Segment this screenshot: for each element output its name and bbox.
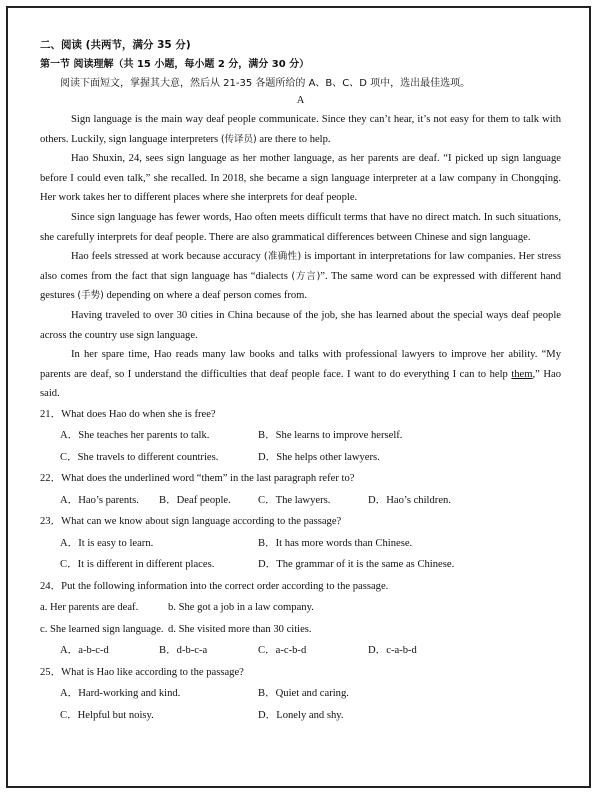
question-24-statements-row-1 [40,597,561,619]
passage-label: A [296,95,305,106]
q24-option-c: C．a-c-b-d [258,645,307,657]
question-25-stem: 25．What is Hao like according to the passage? [40,666,244,678]
q24-statement-d: d. She visited more than 30 cities. [168,623,312,635]
question-23-stem: 23．What can we know about sign language according to the passage? [40,516,342,528]
question-25-options-row-2 [40,705,561,727]
exam-page [6,6,591,788]
underlined-word: them [511,368,533,380]
q24-option-a: A．a-b-c-d [60,645,109,657]
q21-option-c: C．She travels to different countries. [60,451,219,463]
q22-option-d: D．Hao’s children. [368,494,451,506]
q24-option-b: B．d-b-c-a [159,645,208,657]
question-21-options-row-1 [40,425,561,447]
q22-option-b: B．Deaf people. [159,494,231,506]
instruction-text: 阅读下面短文，掌握其大意，然后从 21-35 各题所给的 A、B、C、D 项中，选出最佳选项。 [60,78,471,89]
q22-option-a: A．Hao’s parents. [60,494,139,506]
q25-option-b: B．Quiet and caring. [258,688,349,700]
q21-option-a: A．She teaches her parents to talk. [60,430,210,442]
q21-option-b: B．She learns to improve herself. [258,430,403,442]
question-23-options-row-1 [40,533,561,555]
paragraph-1: Sign language is the main way deaf people communicate. Since they can’t hear, it’s not easy for them to talk with others. Luckily, sign language interpreters (传译员) are there to help. [40,114,561,145]
q24-statement-c: c. She learned sign language. [40,623,164,635]
paragraph-2: Hao Shuxin, 24, sees sign language as her mother language, as her parents are deaf. “I picked up sign language before I could even talk,” she recalled. In 2018, she became a sign language interpreter at a law company in Chongqing. Her work takes her to different places where she interprets for deaf people. [40,153,561,204]
q25-option-a: A．Hard-working and kind. [60,688,181,700]
question-22-stem: 22．What does the underlined word “them” in the last paragraph refer to? [40,473,355,485]
paragraph-5: Having traveled to over 30 cities in China because of the job, she has learned about the special ways deaf people across the country use sign language. [40,309,561,341]
q24-statement-b: b. She got a job in a law company. [168,602,314,614]
q24-option-d: D．c-a-b-d [368,645,417,657]
section-title: 二、阅读 (共两节，满分 35 分) [40,39,191,51]
part-title: 第一节 阅读理解（共 15 小题，每小题 2 分，满分 30 分） [40,59,310,70]
question-24-statements-row-2 [40,619,561,641]
q23-option-d: D．The grammar of it is the same as Chinese. [258,559,455,571]
question-22-options [40,490,561,512]
paragraph-6: In her spare time, Hao reads many law books and talks with professional lawyers to improve her ability. “My parents are deaf, so I understand the difficulties that deaf people face. I want to do everything I can to help them,” Hao said. [40,349,561,400]
q23-option-b: B．It has more words than Chinese. [258,537,413,549]
q25-option-d: D．Lonely and shy. [258,709,344,721]
question-21-options-row-2 [40,447,561,469]
question-24-stem: 24．Put the following information into the correct order according to the passage. [40,580,389,592]
q23-option-c: C．It is different in different places. [60,559,215,571]
paragraph-3: Since sign language has fewer words, Hao often meets difficult terms that have no direct match. In such situations, she carefully interprets for deaf people. There are also grammatical differences between Chinese and sign language. [40,211,561,243]
q22-option-c: C．The lawyers. [258,494,331,506]
question-21-stem: 21．What does Hao do when she is free? [40,408,216,420]
q24-statement-a: a. Her parents are deaf. [40,602,139,614]
question-24-options [40,640,561,662]
question-25-options-row-1 [40,683,561,705]
paragraph-4: Hao feels stressed at work because accuracy (准确性) is important in interpretations for law companies. Her stress also comes from the fact that sign language has “dialects (方言)”. The same word can be expressed with different hand gestures (手势) depending on where a deaf person comes from. [40,251,562,302]
q25-option-c: C．Helpful but noisy. [60,709,154,721]
question-23-options-row-2 [40,554,561,576]
q23-option-a: A．It is easy to learn. [60,537,154,549]
q21-option-d: D．She helps other lawyers. [258,451,380,463]
